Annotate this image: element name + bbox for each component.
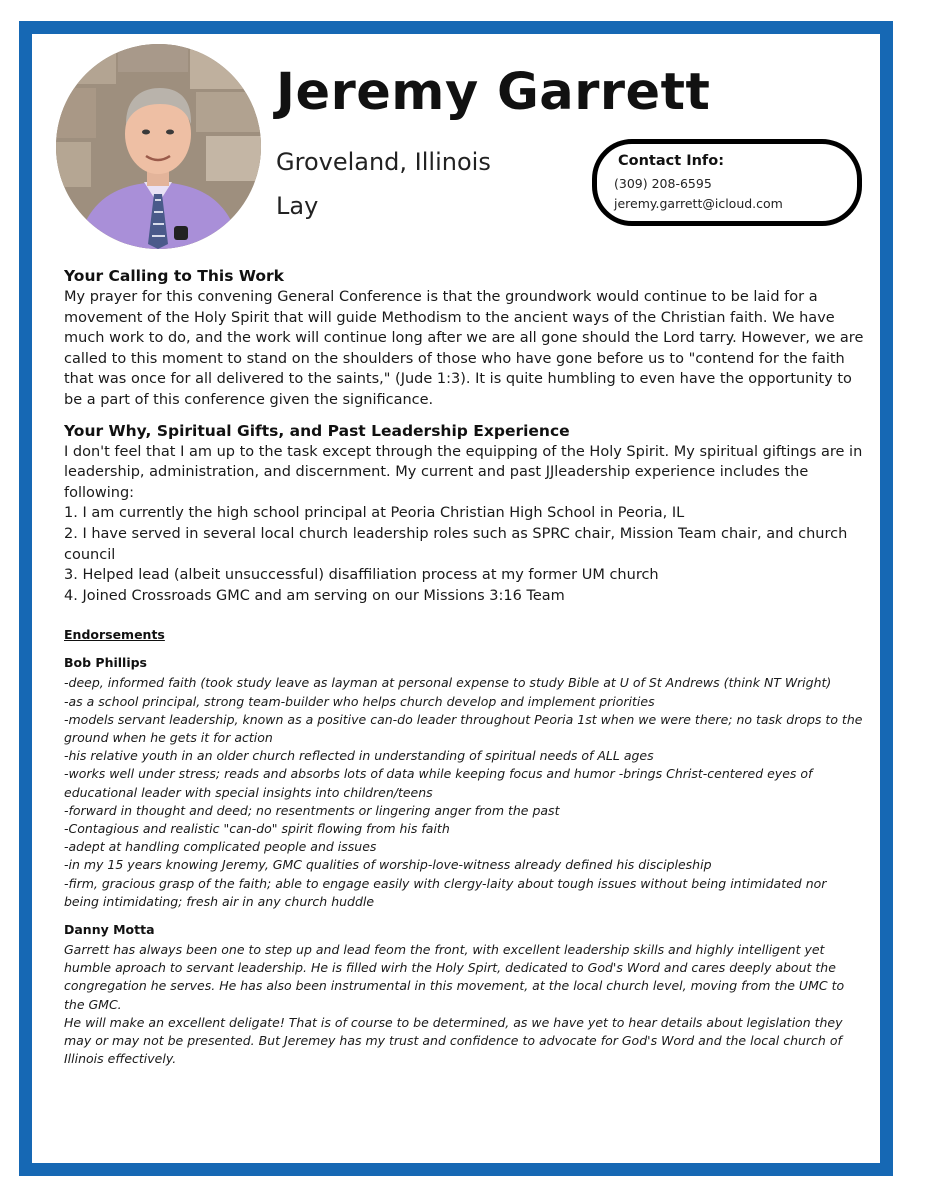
endorsement-line: -deep, informed faith (took study leave as layman at personal expense to study Bible at U of St Andrews (think NT Wright) <box>64 675 832 691</box>
candidate-name: Jeremy Garrett <box>276 63 711 122</box>
endorsement-line: -forward in thought and deed; no resentments or lingering anger from the past <box>64 802 560 818</box>
list-item: 1. I am currently the high school principal at Peoria Christian High School in Peoria, IL <box>64 505 685 522</box>
profile-photo <box>56 44 261 249</box>
calling-heading: Your Calling to This Work <box>64 267 284 285</box>
endorsement-line: He will make an excellent deligate! That is of course to be determined, as we have yet to hear details about legislation they may or may not be presented. But Jeremey has my trust and confidence to advocate for God's Word and the local church of Illinois effectively. <box>64 1014 843 1067</box>
list-item: 3. Helped lead (albeit unsuccessful) disaffiliation process at my former UM church <box>64 567 659 584</box>
endorsement-line: -adept at handling complicated people and issues <box>64 839 377 855</box>
endorsements-title: Endorsements <box>64 627 165 643</box>
endorser-name: Bob Phillips <box>64 655 148 671</box>
endorsement-line: Garrett has always been one to step up and lead feom the front, with excellent leadership skills and highly intelligent yet humble aproach to servant leadership. He is filled wirh the Holy Spirt, dedicated to God's Word and cares deeply about the congregation he serves. He has also been instrumental in this movement, at the local church level, moving from the UMC to the GMC. <box>64 941 845 1012</box>
why-heading: Your Why, Spiritual Gifts, and Past Leadership Experience <box>64 421 570 440</box>
endorsement-line: -models servant leadership, known as a positive can-do leader throughout Peoria 1st when we were there; no task drops to the ground when he gets it for action <box>64 711 863 745</box>
endorsement-line: -as a school principal, strong team-builder who helps church develop and implement priorities <box>64 693 655 709</box>
contact-phone[interactable]: (309) 208-6595 <box>614 176 712 191</box>
endorsement-line: -in my 15 years knowing Jeremy, GMC qualities of worship-love-witness already defined his discipleship <box>64 857 712 873</box>
main-content <box>64 266 864 1068</box>
endorser-name: Danny Motta <box>64 921 155 937</box>
calling-text: My prayer for this convening General Conference is that the groundwork would continue to be laid for a movement of the Holy Spirit that will guide Methodism to the ancient ways of the Christian faith. We have much work to do, and the work will continue long after we are all gone should the Lord tarry. However, we are called to this moment to stand on the shoulders of those who have gone before us to "contend for the faith that was once for all delivered to the saints," (Jude 1:3). It is quite humbling to even have the opportunity to be a part of this conference given the significance. <box>64 289 864 408</box>
endorsement-line: -firm, gracious grasp of the faith; able to engage easily with clergy-laity about tough issues without being intimidated nor being intimidating; fresh air in any church huddle <box>64 875 827 909</box>
endorsement-line: -Contagious and realistic "can-do" spirit flowing from his faith <box>64 820 450 836</box>
contact-box <box>592 139 862 226</box>
contact-email[interactable]: jeremy.garrett@icloud.com <box>614 196 783 211</box>
list-item: 2. I have served in several local church leadership roles such as SPRC chair, Mission Team chair, and church council <box>64 525 848 563</box>
endorsement-line: -works well under stress; reads and absorbs lots of data while keeping focus and humor -brings Christ-centered eyes of educational leader with special insights into children/teens <box>64 766 813 800</box>
contact-title: Contact Info: <box>618 153 725 169</box>
why-intro: I don't feel that I am up to the task except through the equipping of the Holy Spirit. My spiritual giftings are in leadership, administration, and discernment. My current and past JJleadership experience includes the following: <box>64 443 863 501</box>
list-item: 4. Joined Crossroads GMC and am serving on our Missions 3:16 Team <box>64 587 565 604</box>
candidate-location: Groveland, Illinois <box>276 148 491 176</box>
endorsement-line: -his relative youth in an older church reflected in understanding of spiritual needs of ALL ages <box>64 748 654 764</box>
candidate-role: Lay <box>276 192 319 220</box>
